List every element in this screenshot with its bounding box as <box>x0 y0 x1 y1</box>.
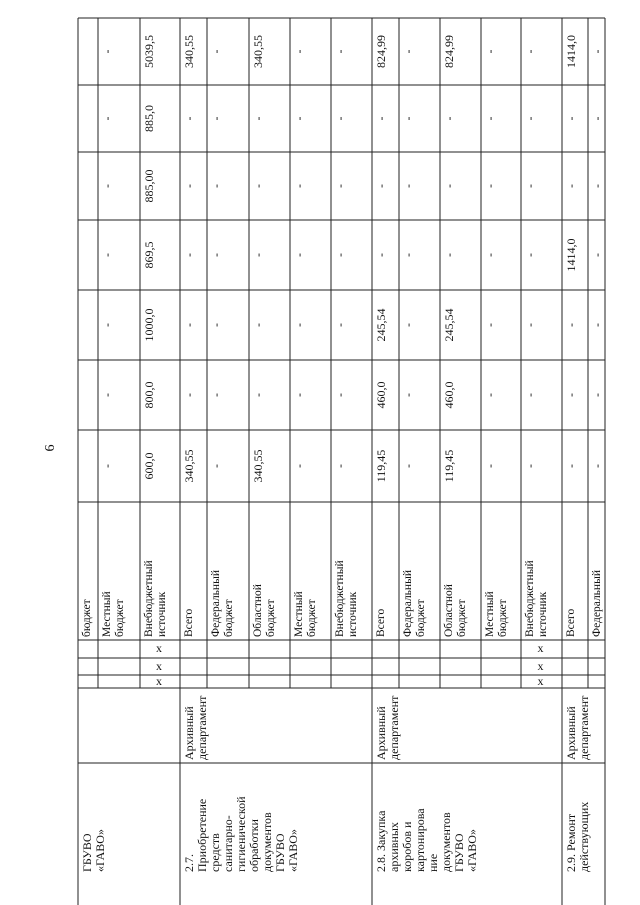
value-cell: - <box>292 116 306 121</box>
source-label: Местный бюджет <box>484 591 509 637</box>
page-number: 6 <box>43 444 58 452</box>
value-cell: - <box>100 116 114 121</box>
value-cell: 340,55 <box>251 35 265 68</box>
value-cell: 340,55 <box>182 35 196 68</box>
value-cell: - <box>442 184 456 188</box>
value-cell: - <box>523 323 537 327</box>
value-cell: - <box>100 323 114 327</box>
mark-x: х <box>537 673 544 688</box>
value-cell: 460,0 <box>374 381 388 409</box>
value-cell: - <box>333 323 347 327</box>
source-label: Внебюджетный источник <box>334 560 359 637</box>
mark-x: х <box>156 658 162 673</box>
value-cell: - <box>590 49 604 54</box>
value-cell: - <box>442 253 456 257</box>
source-label: Федеральный бюджет <box>402 570 427 637</box>
value-cell: - <box>374 253 388 257</box>
value-cell: - <box>590 393 604 397</box>
value-cell: - <box>251 116 265 121</box>
value-cell: - <box>292 184 306 188</box>
value-cell: - <box>523 49 537 54</box>
value-cell: - <box>209 184 223 188</box>
value-cell: 5039,5 <box>142 35 156 68</box>
value-cell: - <box>333 464 347 468</box>
value-cell: - <box>401 323 415 327</box>
source-label: Федеральный бюджет <box>210 570 235 637</box>
value-cell: - <box>251 253 265 257</box>
source-label: Местный бюджет <box>101 591 126 637</box>
value-cell: - <box>564 393 578 397</box>
value-cell: - <box>182 184 196 188</box>
value-cell: - <box>483 393 497 397</box>
value-cell: - <box>100 464 114 468</box>
value-cell: 800,0 <box>142 381 156 409</box>
value-cell: 119,45 <box>374 449 388 483</box>
value-cell: 460,0 <box>442 381 456 409</box>
source-label: Местный бюджет <box>293 591 318 637</box>
value-cell: - <box>182 253 196 257</box>
value-cell: - <box>523 464 537 468</box>
value-cell: - <box>590 464 604 468</box>
value-cell: - <box>100 253 114 257</box>
value-cell: - <box>209 49 223 54</box>
value-cell: 1414,0 <box>564 35 578 68</box>
value-cell: 824,99 <box>442 35 456 68</box>
source-label: Всего <box>375 608 387 637</box>
value-cell: 600,0 <box>142 452 156 480</box>
value-cell: - <box>564 116 578 121</box>
value-cell: 824,99 <box>374 35 388 68</box>
value-cell: - <box>292 393 306 397</box>
value-cell: - <box>483 253 497 257</box>
value-cell: - <box>251 184 265 188</box>
value-cell: - <box>401 184 415 188</box>
value-cell: - <box>590 323 604 327</box>
value-cell: - <box>209 323 223 327</box>
value-cell: - <box>292 323 306 327</box>
value-cell: - <box>442 116 456 121</box>
value-cell: 340,55 <box>182 449 196 483</box>
value-cell: - <box>100 393 114 397</box>
value-cell: - <box>251 323 265 327</box>
value-cell: - <box>292 464 306 468</box>
value-cell: - <box>590 116 604 121</box>
source-label: Внебюджетный источник <box>143 560 168 637</box>
value-cell: 885,00 <box>142 169 156 203</box>
value-cell: 1414,0 <box>564 238 578 272</box>
source-label: Внебюджетный источник <box>524 560 549 637</box>
mark-x: х <box>156 673 162 688</box>
value-cell: - <box>590 184 604 188</box>
value-cell: - <box>401 393 415 397</box>
value-cell: - <box>564 184 578 188</box>
value-cell: - <box>333 116 347 121</box>
value-cell: 245,54 <box>374 308 388 342</box>
value-cell: - <box>483 116 497 121</box>
value-cell: - <box>182 393 196 397</box>
mark-x: х <box>537 641 544 655</box>
value-cell: - <box>333 393 347 397</box>
value-cell: 245,54 <box>442 308 456 342</box>
row-name-gauvo-cont: ГБУВО «ГАВО» <box>80 829 107 872</box>
value-cell: - <box>483 323 497 327</box>
value-cell: 340,55 <box>251 449 265 483</box>
row-executor-2-7: Архивный департамент <box>182 695 209 760</box>
value-cell: - <box>401 253 415 257</box>
mark-x: х <box>537 658 544 673</box>
value-cell: - <box>209 464 223 468</box>
row-name-2-9: 2.9. Ремонт действующих <box>564 801 591 872</box>
value-cell: - <box>182 116 196 121</box>
value-cell: - <box>209 393 223 397</box>
value-cell: - <box>483 184 497 188</box>
source-label: Федеральный <box>591 570 603 637</box>
value-cell: - <box>401 49 415 54</box>
value-cell: 119,45 <box>442 449 456 483</box>
value-cell: - <box>590 253 604 257</box>
value-cell: - <box>292 49 306 54</box>
row-executor-2-9: Архивный департамент <box>564 695 591 760</box>
row-name-2-8: 2.8. Закупка архивных коробов и картонирова ние документов ГБУВО «ГАВО» <box>374 808 479 872</box>
row-executor-2-8: Архивный департамент <box>374 695 401 760</box>
source-label: Областной бюджет <box>443 584 468 637</box>
value-cell: 885,0 <box>142 105 156 132</box>
value-cell: - <box>292 253 306 257</box>
value-cell: - <box>100 49 114 54</box>
source-label: Всего <box>183 608 195 637</box>
value-cell: - <box>209 253 223 257</box>
value-cell: - <box>251 393 265 397</box>
row-name-2-7: 2.7. Приобретение средств санитарно- гигиенической обработки документов ГБУВО «ГАВО» <box>182 796 300 872</box>
value-cell: 1000,0 <box>142 308 156 342</box>
source-label: бюджет <box>81 599 93 637</box>
value-cell: - <box>483 464 497 468</box>
source-label: Всего <box>565 608 577 637</box>
value-cell: - <box>100 184 114 188</box>
value-cell: - <box>401 116 415 121</box>
value-cell: - <box>523 393 537 397</box>
value-cell: - <box>333 184 347 188</box>
value-cell: - <box>374 116 388 121</box>
value-cell: - <box>564 464 578 468</box>
value-cell: - <box>401 464 415 468</box>
value-cell: - <box>564 323 578 327</box>
value-cell: - <box>333 253 347 257</box>
mark-x: х <box>156 641 162 655</box>
value-cell: - <box>333 49 347 54</box>
value-cell: - <box>483 49 497 54</box>
value-cell: - <box>374 184 388 188</box>
value-cell: - <box>523 116 537 121</box>
value-cell: - <box>523 253 537 257</box>
value-cell: - <box>523 184 537 188</box>
source-label: Областной бюджет <box>252 584 277 637</box>
value-cell: - <box>209 116 223 121</box>
value-cell: 869,5 <box>142 241 156 269</box>
value-cell: - <box>182 323 196 327</box>
